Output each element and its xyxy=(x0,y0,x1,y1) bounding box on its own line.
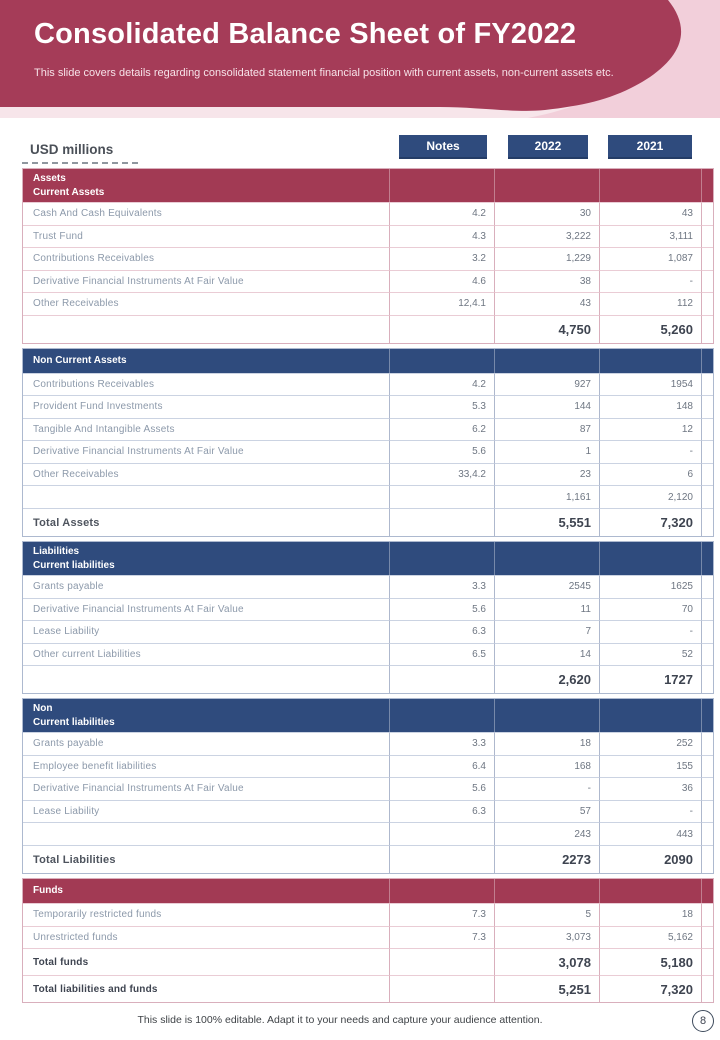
row-notes-cell: 12,4.1 xyxy=(389,292,494,315)
row-2022-cell: 144 xyxy=(494,395,599,418)
row-edge-cell xyxy=(701,315,713,343)
row-2021-cell: 112 xyxy=(599,292,701,315)
row-notes-cell: 6.3 xyxy=(389,800,494,823)
row-edge-cell xyxy=(701,926,713,949)
row-notes-cell xyxy=(389,315,494,343)
row-2022-cell: 927 xyxy=(494,373,599,396)
row-edge-cell xyxy=(701,598,713,621)
row-edge-cell xyxy=(701,485,713,508)
row-2022-cell: 3,073 xyxy=(494,926,599,949)
section-header-title-cell xyxy=(23,542,389,575)
table-row xyxy=(23,575,713,598)
row-2022-cell: 18 xyxy=(494,732,599,755)
row-notes-cell: 6.5 xyxy=(389,643,494,666)
row-2022-cell: 30 xyxy=(494,202,599,225)
table-row xyxy=(23,800,713,823)
row-notes-cell: 5.6 xyxy=(389,598,494,621)
row-label-cell: Derivative Financial Instruments At Fair Value xyxy=(23,777,389,800)
row-label-cell: Unrestricted funds xyxy=(23,926,389,949)
row-2021-cell: 52 xyxy=(599,643,701,666)
row-notes-cell xyxy=(389,508,494,536)
row-2021-cell: 18 xyxy=(599,903,701,926)
row-label-cell: Other current Liabilities xyxy=(23,643,389,666)
row-2022-cell: 11 xyxy=(494,598,599,621)
table-row xyxy=(23,598,713,621)
table-row xyxy=(23,975,713,1002)
row-label-cell: Other Receivables xyxy=(23,463,389,486)
row-edge-cell xyxy=(701,225,713,248)
row-2022-cell: 2,620 xyxy=(494,665,599,693)
section-header-row xyxy=(23,542,713,575)
row-edge-cell xyxy=(701,395,713,418)
row-2021-cell: 7,320 xyxy=(599,975,701,1002)
row-notes-cell: 4.2 xyxy=(389,373,494,396)
table-section xyxy=(22,348,714,538)
table-row xyxy=(23,418,713,441)
row-notes-cell: 5.3 xyxy=(389,395,494,418)
row-notes-cell xyxy=(389,948,494,975)
section-header-title-cell xyxy=(23,169,389,202)
column-chip-2021: 2021 xyxy=(608,135,692,159)
table-section xyxy=(22,541,714,694)
row-edge-cell xyxy=(701,620,713,643)
row-2022-cell: 2545 xyxy=(494,575,599,598)
row-2021-cell: 7,320 xyxy=(599,508,701,536)
table-row xyxy=(23,270,713,293)
section-header-2022-cell xyxy=(494,879,599,903)
section-header-title: Non Current liabilities xyxy=(33,703,115,728)
section-header-title: Assets Current Assets xyxy=(33,173,105,198)
row-notes-cell xyxy=(389,485,494,508)
section-header-2022-cell xyxy=(494,169,599,202)
row-label-cell: Derivative Financial Instruments At Fair Value xyxy=(23,440,389,463)
row-edge-cell xyxy=(701,575,713,598)
section-header-edge-cell xyxy=(701,699,713,732)
row-label-cell: Contributions Receivables xyxy=(23,247,389,270)
header-band xyxy=(0,0,720,118)
row-notes-cell: 5.6 xyxy=(389,777,494,800)
row-notes-cell: 4.2 xyxy=(389,202,494,225)
row-2022-cell: 87 xyxy=(494,418,599,441)
section-header-notes-cell xyxy=(389,699,494,732)
row-2022-cell: 5,551 xyxy=(494,508,599,536)
row-2022-cell: 38 xyxy=(494,270,599,293)
row-2021-cell: 443 xyxy=(599,822,701,845)
row-2021-cell: 1625 xyxy=(599,575,701,598)
row-notes-cell: 4.6 xyxy=(389,270,494,293)
row-edge-cell xyxy=(701,903,713,926)
row-notes-cell: 3.3 xyxy=(389,732,494,755)
table-row xyxy=(23,202,713,225)
row-2021-cell: - xyxy=(599,800,701,823)
section-header-2021-cell xyxy=(599,542,701,575)
table-row xyxy=(23,665,713,693)
row-2022-cell: 3,078 xyxy=(494,948,599,975)
row-notes-cell xyxy=(389,975,494,1002)
section-header-2022-cell xyxy=(494,699,599,732)
row-edge-cell xyxy=(701,247,713,270)
row-2021-cell: 148 xyxy=(599,395,701,418)
row-notes-cell: 6.4 xyxy=(389,755,494,778)
section-header-edge-cell xyxy=(701,879,713,903)
section-header-2021-cell xyxy=(599,169,701,202)
column-chip-notes: Notes xyxy=(399,135,487,159)
row-label-cell: Tangible And Intangible Assets xyxy=(23,418,389,441)
row-label-cell: Derivative Financial Instruments At Fair Value xyxy=(23,270,389,293)
table-row xyxy=(23,643,713,666)
row-edge-cell xyxy=(701,845,713,873)
row-edge-cell xyxy=(701,800,713,823)
row-notes-cell: 7.3 xyxy=(389,926,494,949)
row-notes-cell: 33,4.2 xyxy=(389,463,494,486)
row-label-cell: Total Liabilities xyxy=(23,845,389,873)
row-2022-cell: - xyxy=(494,777,599,800)
section-header-title-cell xyxy=(23,699,389,732)
table-row xyxy=(23,440,713,463)
row-2022-cell: 7 xyxy=(494,620,599,643)
row-label-cell: Lease Liability xyxy=(23,800,389,823)
table-row xyxy=(23,485,713,508)
table-row xyxy=(23,247,713,270)
row-2022-cell: 3,222 xyxy=(494,225,599,248)
row-2022-cell: 1,161 xyxy=(494,485,599,508)
row-2021-cell: 12 xyxy=(599,418,701,441)
row-edge-cell xyxy=(701,643,713,666)
row-2021-cell: - xyxy=(599,440,701,463)
table-row xyxy=(23,508,713,536)
section-header-row xyxy=(23,879,713,903)
table-row xyxy=(23,395,713,418)
row-2022-cell: 5 xyxy=(494,903,599,926)
row-label-cell: Lease Liability xyxy=(23,620,389,643)
row-edge-cell xyxy=(701,463,713,486)
table-row xyxy=(23,292,713,315)
row-label-cell xyxy=(23,315,389,343)
row-2022-cell: 1 xyxy=(494,440,599,463)
row-label-cell: Derivative Financial Instruments At Fair Value xyxy=(23,598,389,621)
row-notes-cell: 5.6 xyxy=(389,440,494,463)
section-header-notes-cell xyxy=(389,879,494,903)
row-2022-cell: 2273 xyxy=(494,845,599,873)
row-2021-cell: 5,180 xyxy=(599,948,701,975)
row-label-cell xyxy=(23,665,389,693)
section-header-title: Liabilities Current liabilities xyxy=(33,546,115,571)
row-notes-cell xyxy=(389,822,494,845)
row-edge-cell xyxy=(701,755,713,778)
row-label-cell: Employee benefit liabilities xyxy=(23,755,389,778)
row-2021-cell: 3,111 xyxy=(599,225,701,248)
row-2021-cell: 1954 xyxy=(599,373,701,396)
balance-table xyxy=(22,168,714,1007)
section-header-2021-cell xyxy=(599,879,701,903)
row-2021-cell: 1,087 xyxy=(599,247,701,270)
row-2021-cell: 5,162 xyxy=(599,926,701,949)
row-edge-cell xyxy=(701,418,713,441)
row-2022-cell: 23 xyxy=(494,463,599,486)
table-row xyxy=(23,755,713,778)
footer-note: This slide is 100% editable. Adapt it to your needs and capture your audience attention. xyxy=(137,1014,543,1026)
slide-subtitle: This slide covers details regarding consolidated statement financial position with current assets, non-current assets etc. xyxy=(34,67,614,79)
table-section xyxy=(22,878,714,1003)
row-label-cell: Total liabilities and funds xyxy=(23,975,389,1002)
row-edge-cell xyxy=(701,292,713,315)
row-2021-cell: 2,120 xyxy=(599,485,701,508)
section-header-edge-cell xyxy=(701,169,713,202)
row-edge-cell xyxy=(701,948,713,975)
row-edge-cell xyxy=(701,270,713,293)
row-notes-cell: 4.3 xyxy=(389,225,494,248)
section-header-2022-cell xyxy=(494,349,599,373)
section-header-2021-cell xyxy=(599,699,701,732)
table-row xyxy=(23,903,713,926)
table-row xyxy=(23,463,713,486)
row-label-cell: Provident Fund Investments xyxy=(23,395,389,418)
section-header-title-cell xyxy=(23,349,389,373)
row-label-cell xyxy=(23,822,389,845)
row-notes-cell: 7.3 xyxy=(389,903,494,926)
page-number-badge: 8 xyxy=(692,1010,714,1032)
row-notes-cell: 6.2 xyxy=(389,418,494,441)
row-edge-cell xyxy=(701,373,713,396)
row-2021-cell: - xyxy=(599,270,701,293)
row-2022-cell: 1,229 xyxy=(494,247,599,270)
table-row xyxy=(23,225,713,248)
row-label-cell: Trust Fund xyxy=(23,225,389,248)
row-edge-cell xyxy=(701,202,713,225)
table-row xyxy=(23,732,713,755)
unit-label: USD millions xyxy=(30,142,114,157)
section-header-title: Non Current Assets xyxy=(33,354,127,366)
row-2021-cell: 1727 xyxy=(599,665,701,693)
section-header-edge-cell xyxy=(701,542,713,575)
row-notes-cell: 6.3 xyxy=(389,620,494,643)
row-2022-cell: 43 xyxy=(494,292,599,315)
row-label-cell: Cash And Cash Equivalents xyxy=(23,202,389,225)
row-2021-cell: 36 xyxy=(599,777,701,800)
section-header-2022-cell xyxy=(494,542,599,575)
table-section xyxy=(22,168,714,344)
section-header-notes-cell xyxy=(389,542,494,575)
row-2021-cell: 6 xyxy=(599,463,701,486)
row-label-cell: Other Receivables xyxy=(23,292,389,315)
row-2022-cell: 243 xyxy=(494,822,599,845)
row-label-cell: Contributions Receivables xyxy=(23,373,389,396)
unit-label-underline xyxy=(22,162,138,164)
row-2021-cell: 5,260 xyxy=(599,315,701,343)
slide-title: Consolidated Balance Sheet of FY2022 xyxy=(34,18,577,50)
section-header-2021-cell xyxy=(599,349,701,373)
row-2021-cell: 2090 xyxy=(599,845,701,873)
table-row xyxy=(23,926,713,949)
row-edge-cell xyxy=(701,665,713,693)
row-notes-cell xyxy=(389,845,494,873)
section-header-row xyxy=(23,699,713,732)
row-notes-cell: 3.3 xyxy=(389,575,494,598)
row-edge-cell xyxy=(701,822,713,845)
table-row xyxy=(23,315,713,343)
table-row xyxy=(23,845,713,873)
row-2022-cell: 57 xyxy=(494,800,599,823)
row-2021-cell: - xyxy=(599,620,701,643)
row-2022-cell: 14 xyxy=(494,643,599,666)
section-header-edge-cell xyxy=(701,349,713,373)
section-header-title: Funds xyxy=(33,885,63,897)
row-2021-cell: 70 xyxy=(599,598,701,621)
row-edge-cell xyxy=(701,508,713,536)
column-chip-2022: 2022 xyxy=(508,135,588,159)
section-header-notes-cell xyxy=(389,169,494,202)
table-section xyxy=(22,698,714,874)
section-header-title-cell xyxy=(23,879,389,903)
row-edge-cell xyxy=(701,732,713,755)
table-row xyxy=(23,373,713,396)
row-label-cell: Grants payable xyxy=(23,732,389,755)
section-header-notes-cell xyxy=(389,349,494,373)
table-row xyxy=(23,777,713,800)
row-label-cell: Temporarily restricted funds xyxy=(23,903,389,926)
row-edge-cell xyxy=(701,440,713,463)
section-header-row xyxy=(23,169,713,202)
row-label-cell: Grants payable xyxy=(23,575,389,598)
row-2021-cell: 43 xyxy=(599,202,701,225)
row-label-cell xyxy=(23,485,389,508)
row-notes-cell xyxy=(389,665,494,693)
section-header-row xyxy=(23,349,713,373)
row-edge-cell xyxy=(701,777,713,800)
row-2022-cell: 5,251 xyxy=(494,975,599,1002)
row-2022-cell: 4,750 xyxy=(494,315,599,343)
row-label-cell: Total funds xyxy=(23,948,389,975)
row-2021-cell: 252 xyxy=(599,732,701,755)
table-row xyxy=(23,822,713,845)
row-edge-cell xyxy=(701,975,713,1002)
table-row xyxy=(23,948,713,975)
table-row xyxy=(23,620,713,643)
row-label-cell: Total Assets xyxy=(23,508,389,536)
row-notes-cell: 3.2 xyxy=(389,247,494,270)
row-2021-cell: 155 xyxy=(599,755,701,778)
row-2022-cell: 168 xyxy=(494,755,599,778)
